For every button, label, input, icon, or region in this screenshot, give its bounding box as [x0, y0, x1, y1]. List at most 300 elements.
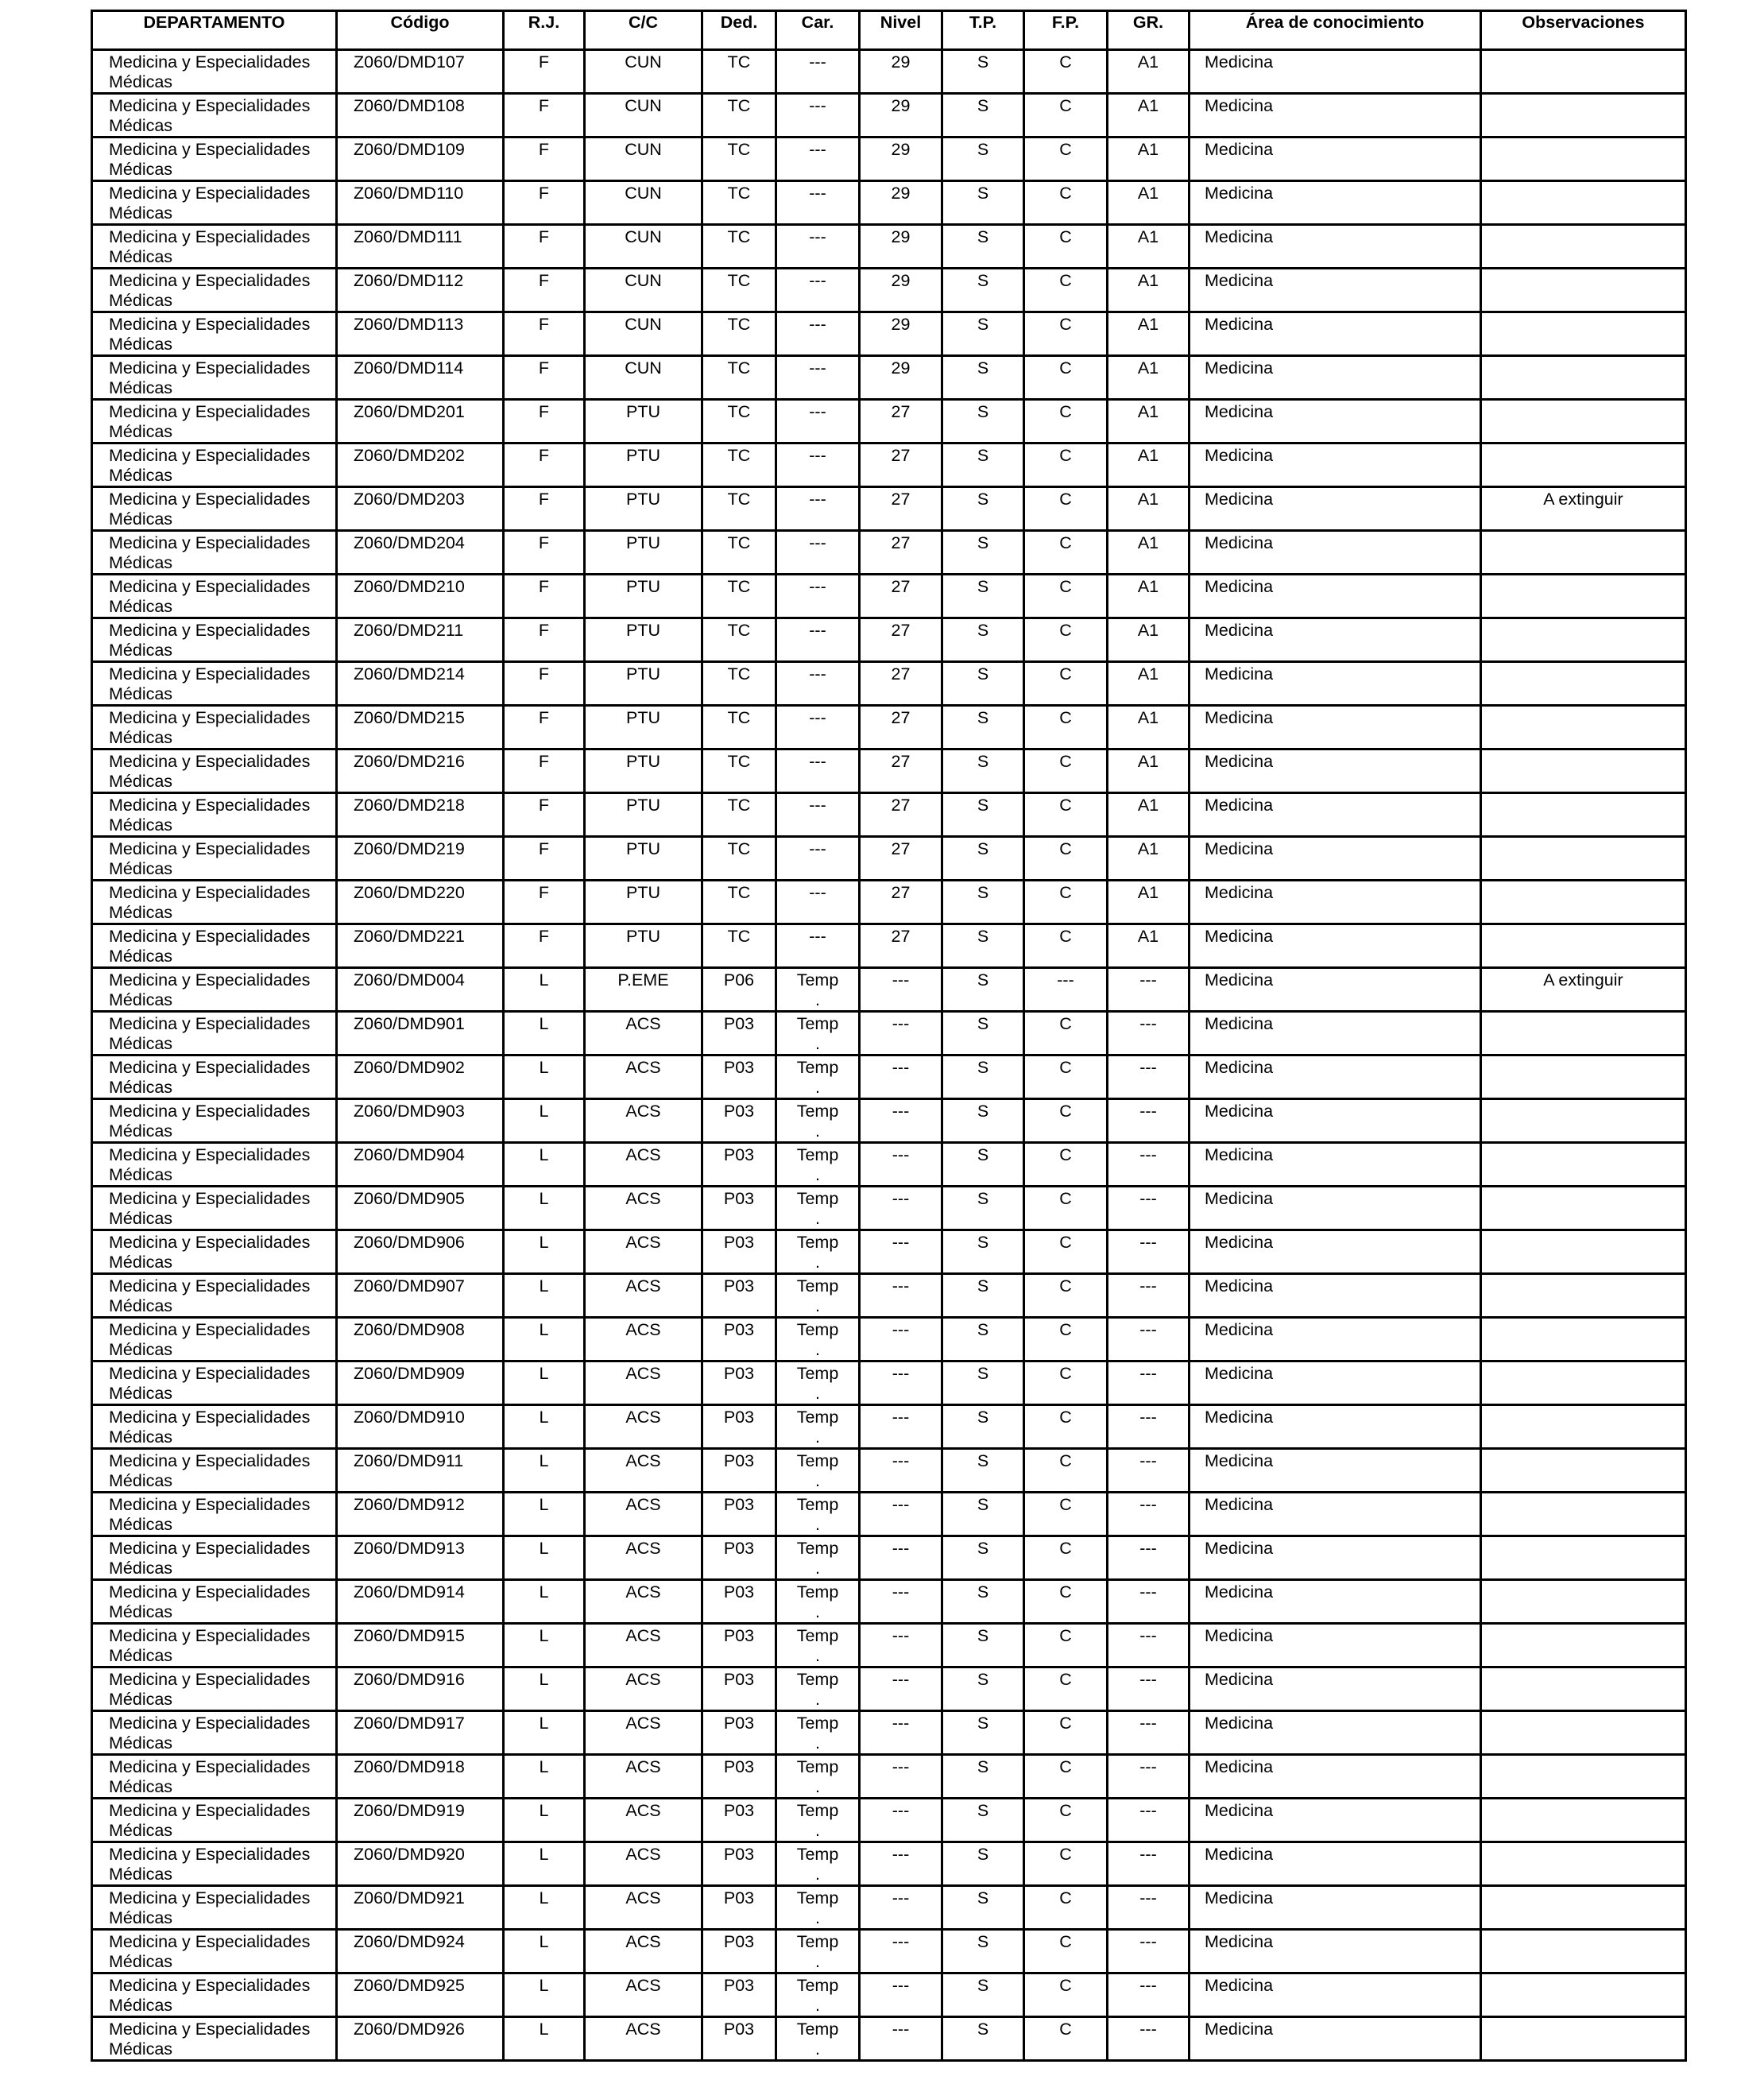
- header-tp: T.P.: [942, 11, 1024, 50]
- cell-observaciones: [1481, 181, 1686, 225]
- cell-cc: ACS: [585, 1493, 702, 1536]
- table-row: [92, 1842, 1686, 1886]
- cell-tp: S: [942, 1274, 1024, 1318]
- cell-observaciones: [1481, 837, 1686, 881]
- cell-departamento: [92, 1449, 337, 1493]
- cell-cc: CUN: [585, 181, 702, 225]
- cell-codigo: Z060/DMD916: [337, 1667, 504, 1711]
- cell-departamento: [92, 1973, 337, 2017]
- cell-departamento: [92, 1667, 337, 1711]
- table-row: [92, 662, 1686, 706]
- cell-codigo: Z060/DMD201: [337, 400, 504, 443]
- cell-nivel: ---: [860, 1493, 942, 1536]
- cell-area: Medicina: [1190, 1711, 1481, 1755]
- cell-nivel: ---: [860, 968, 942, 1012]
- cell-departamento-text: Medicina y Especialidades Médicas: [109, 1102, 311, 1141]
- cell-cc: ACS: [585, 1886, 702, 1930]
- cell-nivel: 29: [860, 225, 942, 269]
- cell-departamento: [92, 181, 337, 225]
- cell-rj: L: [504, 1973, 585, 2017]
- cell-gr: ---: [1108, 1099, 1190, 1143]
- cell-ded: P03: [702, 1449, 776, 1493]
- cell-fp: C: [1024, 1405, 1108, 1449]
- cell-nivel: ---: [860, 1973, 942, 2017]
- cell-gr: ---: [1108, 1012, 1190, 1055]
- cell-fp: C: [1024, 2017, 1108, 2061]
- cell-departamento-text: Medicina y Especialidades Médicas: [109, 1014, 311, 1053]
- cell-car: [776, 181, 860, 225]
- cell-car-text: Temp.: [796, 1670, 839, 1709]
- cell-tp: S: [942, 924, 1024, 968]
- cell-ded: TC: [702, 400, 776, 443]
- cell-cc: ACS: [585, 1842, 702, 1886]
- cell-area: Medicina: [1190, 1624, 1481, 1667]
- cell-area: Medicina: [1190, 443, 1481, 487]
- cell-departamento: [92, 837, 337, 881]
- cell-observaciones: [1481, 1580, 1686, 1624]
- cell-area: Medicina: [1190, 706, 1481, 749]
- cell-cc: ACS: [585, 1012, 702, 1055]
- cell-codigo: Z060/DMD925: [337, 1973, 504, 2017]
- cell-rj: L: [504, 1187, 585, 1230]
- cell-rj: F: [504, 924, 585, 968]
- cell-observaciones: [1481, 662, 1686, 706]
- cell-tp: S: [942, 1012, 1024, 1055]
- cell-car: [776, 1405, 860, 1449]
- table-row: [92, 706, 1686, 749]
- cell-codigo: Z060/DMD909: [337, 1361, 504, 1405]
- cell-departamento: [92, 137, 337, 181]
- cell-departamento: [92, 1536, 337, 1580]
- cell-rj: L: [504, 1930, 585, 1973]
- cell-area: Medicina: [1190, 1973, 1481, 2017]
- cell-car-text: ---: [809, 490, 826, 509]
- cell-fp: C: [1024, 662, 1108, 706]
- cell-car-text: Temp.: [796, 1145, 839, 1184]
- cell-nivel: 27: [860, 443, 942, 487]
- cell-cc: PTU: [585, 575, 702, 618]
- cell-ded: TC: [702, 662, 776, 706]
- cell-gr: A1: [1108, 575, 1190, 618]
- cell-area: Medicina: [1190, 1274, 1481, 1318]
- cell-observaciones: [1481, 881, 1686, 924]
- cell-observaciones: [1481, 1055, 1686, 1099]
- cell-car: [776, 968, 860, 1012]
- cell-departamento: [92, 1711, 337, 1755]
- cell-tp: S: [942, 137, 1024, 181]
- cell-tp: S: [942, 312, 1024, 356]
- cell-cc: ACS: [585, 1536, 702, 1580]
- cell-fp: C: [1024, 1624, 1108, 1667]
- cell-area: Medicina: [1190, 225, 1481, 269]
- cell-car-text: ---: [809, 140, 826, 159]
- cell-observaciones: [1481, 1449, 1686, 1493]
- cell-nivel: 29: [860, 94, 942, 137]
- cell-area: Medicina: [1190, 487, 1481, 531]
- cell-tp: S: [942, 1930, 1024, 1973]
- cell-gr: A1: [1108, 400, 1190, 443]
- cell-tp: S: [942, 1361, 1024, 1405]
- cell-nivel: ---: [860, 1055, 942, 1099]
- cell-ded: P03: [702, 1099, 776, 1143]
- cell-car-text: Temp.: [796, 1714, 839, 1753]
- cell-departamento-text: Medicina y Especialidades Médicas: [109, 402, 311, 441]
- table-row: [92, 269, 1686, 312]
- cell-fp: C: [1024, 924, 1108, 968]
- cell-tp: S: [942, 618, 1024, 662]
- cell-codigo: Z060/DMD219: [337, 837, 504, 881]
- cell-observaciones: [1481, 94, 1686, 137]
- cell-observaciones: [1481, 50, 1686, 94]
- cell-ded: P03: [702, 1755, 776, 1799]
- cell-departamento: [92, 706, 337, 749]
- cell-fp: C: [1024, 1842, 1108, 1886]
- cell-departamento-text: Medicina y Especialidades Médicas: [109, 1320, 311, 1359]
- cell-car: [776, 1624, 860, 1667]
- cell-area: Medicina: [1190, 1405, 1481, 1449]
- table-row: [92, 1493, 1686, 1536]
- cell-nivel: 27: [860, 706, 942, 749]
- cell-rj: L: [504, 2017, 585, 2061]
- cell-departamento-text: Medicina y Especialidades Médicas: [109, 1932, 311, 1971]
- table-row: [92, 1449, 1686, 1493]
- cell-departamento: [92, 1055, 337, 1099]
- header-ded: Ded.: [702, 11, 776, 50]
- cell-gr: A1: [1108, 793, 1190, 837]
- table-row: [92, 1230, 1686, 1274]
- cell-ded: TC: [702, 50, 776, 94]
- cell-codigo: Z060/DMD907: [337, 1274, 504, 1318]
- cell-fp: C: [1024, 1274, 1108, 1318]
- cell-codigo: Z060/DMD903: [337, 1099, 504, 1143]
- cell-car: [776, 924, 860, 968]
- table-row: [92, 1405, 1686, 1449]
- cell-area: Medicina: [1190, 356, 1481, 400]
- cell-nivel: ---: [860, 1230, 942, 1274]
- cell-observaciones: [1481, 1667, 1686, 1711]
- cell-cc: ACS: [585, 1624, 702, 1667]
- table-row: [92, 312, 1686, 356]
- cell-observaciones: [1481, 1930, 1686, 1973]
- cell-nivel: ---: [860, 1886, 942, 1930]
- table-row: [92, 443, 1686, 487]
- cell-car-text: Temp.: [796, 1976, 839, 2015]
- cell-tp: S: [942, 356, 1024, 400]
- cell-rj: F: [504, 443, 585, 487]
- cell-departamento: [92, 356, 337, 400]
- cell-rj: L: [504, 1361, 585, 1405]
- cell-departamento-text: Medicina y Especialidades Médicas: [109, 1364, 311, 1403]
- cell-departamento-text: Medicina y Especialidades Médicas: [109, 358, 311, 397]
- cell-rj: L: [504, 1536, 585, 1580]
- cell-car: [776, 225, 860, 269]
- cell-departamento: [92, 1755, 337, 1799]
- cell-gr: A1: [1108, 837, 1190, 881]
- cell-area: Medicina: [1190, 1667, 1481, 1711]
- cell-nivel: 27: [860, 749, 942, 793]
- cell-cc: ACS: [585, 1318, 702, 1361]
- cell-fp: C: [1024, 881, 1108, 924]
- table-row: [92, 837, 1686, 881]
- cell-car: [776, 94, 860, 137]
- cell-tp: S: [942, 1973, 1024, 2017]
- cell-departamento-text: Medicina y Especialidades Médicas: [109, 271, 311, 310]
- cell-ded: P03: [702, 1143, 776, 1187]
- cell-area: Medicina: [1190, 1536, 1481, 1580]
- cell-departamento-text: Medicina y Especialidades Médicas: [109, 1626, 311, 1665]
- cell-car: [776, 837, 860, 881]
- cell-rj: L: [504, 1755, 585, 1799]
- cell-car-text: ---: [809, 358, 826, 378]
- cell-tp: S: [942, 2017, 1024, 2061]
- cell-fp: C: [1024, 1930, 1108, 1973]
- cell-departamento-text: Medicina y Especialidades Médicas: [109, 621, 311, 660]
- cell-cc: ACS: [585, 1580, 702, 1624]
- cell-codigo: Z060/DMD908: [337, 1318, 504, 1361]
- cell-gr: A1: [1108, 443, 1190, 487]
- cell-car-text: Temp.: [796, 1888, 839, 1927]
- cell-departamento-text: Medicina y Especialidades Médicas: [109, 664, 311, 703]
- cell-observaciones: [1481, 1799, 1686, 1842]
- cell-car: [776, 1361, 860, 1405]
- cell-tp: S: [942, 1449, 1024, 1493]
- cell-observaciones: [1481, 443, 1686, 487]
- cell-observaciones: [1481, 706, 1686, 749]
- cell-area: Medicina: [1190, 2017, 1481, 2061]
- cell-observaciones: [1481, 1842, 1686, 1886]
- cell-departamento-text: Medicina y Especialidades Médicas: [109, 1757, 311, 1796]
- cell-observaciones: [1481, 1274, 1686, 1318]
- cell-cc: PTU: [585, 531, 702, 575]
- cell-area: Medicina: [1190, 269, 1481, 312]
- cell-gr: A1: [1108, 487, 1190, 531]
- cell-codigo: Z060/DMD111: [337, 225, 504, 269]
- cell-departamento: [92, 1012, 337, 1055]
- cell-rj: F: [504, 618, 585, 662]
- cell-cc: ACS: [585, 1055, 702, 1099]
- cell-area: Medicina: [1190, 968, 1481, 1012]
- cell-departamento-text: Medicina y Especialidades Médicas: [109, 839, 311, 878]
- table-row: [92, 225, 1686, 269]
- cell-rj: F: [504, 137, 585, 181]
- cell-car: [776, 575, 860, 618]
- cell-gr: ---: [1108, 1449, 1190, 1493]
- cell-car-text: ---: [809, 96, 826, 115]
- cell-cc: ACS: [585, 1143, 702, 1187]
- cell-area: Medicina: [1190, 1361, 1481, 1405]
- cell-cc: PTU: [585, 881, 702, 924]
- cell-fp: C: [1024, 1318, 1108, 1361]
- cell-fp: C: [1024, 1536, 1108, 1580]
- cell-car-text: Temp.: [796, 1582, 839, 1621]
- table-row: [92, 400, 1686, 443]
- cell-car: [776, 312, 860, 356]
- cell-area: Medicina: [1190, 181, 1481, 225]
- cell-gr: ---: [1108, 1230, 1190, 1274]
- cell-nivel: 27: [860, 531, 942, 575]
- cell-tp: S: [942, 1580, 1024, 1624]
- cell-departamento: [92, 400, 337, 443]
- cell-fp: C: [1024, 531, 1108, 575]
- cell-nivel: 29: [860, 356, 942, 400]
- cell-tp: S: [942, 1755, 1024, 1799]
- cell-departamento: [92, 1361, 337, 1405]
- cell-tp: S: [942, 487, 1024, 531]
- table-row: [92, 1930, 1686, 1973]
- cell-fp: C: [1024, 575, 1108, 618]
- cell-area: Medicina: [1190, 94, 1481, 137]
- cell-departamento: [92, 1624, 337, 1667]
- cell-tp: S: [942, 269, 1024, 312]
- cell-nivel: 27: [860, 487, 942, 531]
- cell-ded: P03: [702, 1274, 776, 1318]
- cell-departamento: [92, 443, 337, 487]
- table-body: [92, 50, 1686, 2061]
- cell-codigo: Z060/DMD921: [337, 1886, 504, 1930]
- cell-codigo: Z060/DMD210: [337, 575, 504, 618]
- cell-area: Medicina: [1190, 1842, 1481, 1886]
- cell-gr: ---: [1108, 1580, 1190, 1624]
- cell-area: Medicina: [1190, 1055, 1481, 1099]
- cell-tp: S: [942, 662, 1024, 706]
- cell-departamento: [92, 1842, 337, 1886]
- cell-area: Medicina: [1190, 531, 1481, 575]
- cell-ded: TC: [702, 269, 776, 312]
- cell-car: [776, 531, 860, 575]
- cell-codigo: Z060/DMD211: [337, 618, 504, 662]
- cell-rj: L: [504, 1274, 585, 1318]
- cell-ded: TC: [702, 94, 776, 137]
- cell-area: Medicina: [1190, 50, 1481, 94]
- cell-ded: P03: [702, 1361, 776, 1405]
- cell-nivel: 27: [860, 881, 942, 924]
- cell-rj: F: [504, 400, 585, 443]
- cell-car: [776, 137, 860, 181]
- table-row: [92, 1624, 1686, 1667]
- cell-codigo: Z060/DMD218: [337, 793, 504, 837]
- cell-car: [776, 881, 860, 924]
- cell-nivel: 29: [860, 269, 942, 312]
- cell-rj: F: [504, 881, 585, 924]
- cell-gr: ---: [1108, 1274, 1190, 1318]
- cell-car-text: Temp.: [796, 970, 839, 1009]
- cell-codigo: Z060/DMD113: [337, 312, 504, 356]
- cell-fp: C: [1024, 1493, 1108, 1536]
- cell-car-text: ---: [809, 402, 826, 421]
- cell-departamento: [92, 793, 337, 837]
- cell-gr: ---: [1108, 1143, 1190, 1187]
- cell-car-text: Temp.: [796, 1058, 839, 1097]
- cell-departamento-text: Medicina y Especialidades Médicas: [109, 184, 311, 223]
- cell-codigo: Z060/DMD918: [337, 1755, 504, 1799]
- cell-departamento: [92, 2017, 337, 2061]
- header-area: Área de conocimiento: [1190, 11, 1481, 50]
- cell-rj: L: [504, 1493, 585, 1536]
- cell-codigo: Z060/DMD215: [337, 706, 504, 749]
- cell-ded: TC: [702, 575, 776, 618]
- cell-area: Medicina: [1190, 1580, 1481, 1624]
- cell-departamento-text: Medicina y Especialidades Médicas: [109, 752, 311, 791]
- cell-nivel: 29: [860, 137, 942, 181]
- cell-nivel: 27: [860, 837, 942, 881]
- cell-codigo: Z060/DMD110: [337, 181, 504, 225]
- cell-departamento: [92, 94, 337, 137]
- cell-area: Medicina: [1190, 312, 1481, 356]
- cell-fp: C: [1024, 837, 1108, 881]
- table-row: [92, 1099, 1686, 1143]
- cell-nivel: ---: [860, 1361, 942, 1405]
- cell-codigo: Z060/DMD203: [337, 487, 504, 531]
- cell-departamento-text: Medicina y Especialidades Médicas: [109, 1408, 311, 1447]
- cell-area: Medicina: [1190, 1143, 1481, 1187]
- cell-car-text: ---: [809, 927, 826, 946]
- cell-departamento-text: Medicina y Especialidades Médicas: [109, 227, 311, 266]
- cell-cc: ACS: [585, 1973, 702, 2017]
- header-nivel: Nivel: [860, 11, 942, 50]
- cell-car-text: ---: [809, 577, 826, 596]
- cell-car-text: Temp.: [796, 2020, 839, 2059]
- cell-car-text: Temp.: [796, 1014, 839, 1053]
- cell-car: [776, 1755, 860, 1799]
- cell-fp: C: [1024, 1187, 1108, 1230]
- cell-departamento: [92, 662, 337, 706]
- cell-gr: ---: [1108, 1318, 1190, 1361]
- cell-departamento-text: Medicina y Especialidades Médicas: [109, 533, 311, 572]
- cell-nivel: 27: [860, 924, 942, 968]
- cell-departamento-text: Medicina y Especialidades Médicas: [109, 883, 311, 922]
- cell-codigo: Z060/DMD112: [337, 269, 504, 312]
- cell-departamento-text: Medicina y Especialidades Médicas: [109, 96, 311, 135]
- cell-gr: ---: [1108, 2017, 1190, 2061]
- cell-car-text: ---: [809, 708, 826, 727]
- cell-observaciones: [1481, 749, 1686, 793]
- cell-fp: C: [1024, 706, 1108, 749]
- cell-gr: ---: [1108, 1187, 1190, 1230]
- cell-nivel: ---: [860, 1449, 942, 1493]
- cell-gr: ---: [1108, 1405, 1190, 1449]
- cell-codigo: Z060/DMD911: [337, 1449, 504, 1493]
- cell-observaciones: [1481, 1973, 1686, 2017]
- cell-codigo: Z060/DMD912: [337, 1493, 504, 1536]
- cell-tp: S: [942, 1842, 1024, 1886]
- cell-fp: C: [1024, 1799, 1108, 1842]
- cell-tp: S: [942, 706, 1024, 749]
- cell-gr: A1: [1108, 137, 1190, 181]
- cell-nivel: ---: [860, 1012, 942, 1055]
- cell-nivel: ---: [860, 1842, 942, 1886]
- cell-codigo: Z060/DMD004: [337, 968, 504, 1012]
- cell-nivel: ---: [860, 1318, 942, 1361]
- cell-departamento-text: Medicina y Especialidades Médicas: [109, 1495, 311, 1534]
- cell-tp: S: [942, 1230, 1024, 1274]
- cell-codigo: Z060/DMD914: [337, 1580, 504, 1624]
- cell-observaciones: A extinguir: [1481, 968, 1686, 1012]
- cell-codigo: Z060/DMD915: [337, 1624, 504, 1667]
- cell-gr: A1: [1108, 269, 1190, 312]
- cell-car-text: Temp.: [796, 1801, 839, 1840]
- cell-departamento-text: Medicina y Especialidades Médicas: [109, 1058, 311, 1097]
- cell-nivel: ---: [860, 1099, 942, 1143]
- cell-nivel: ---: [860, 1711, 942, 1755]
- cell-car: [776, 1842, 860, 1886]
- cell-codigo: Z060/DMD913: [337, 1536, 504, 1580]
- cell-gr: ---: [1108, 1930, 1190, 1973]
- cell-nivel: 27: [860, 662, 942, 706]
- cell-nivel: 29: [860, 181, 942, 225]
- cell-codigo: Z060/DMD905: [337, 1187, 504, 1230]
- cell-cc: ACS: [585, 1930, 702, 1973]
- cell-cc: PTU: [585, 706, 702, 749]
